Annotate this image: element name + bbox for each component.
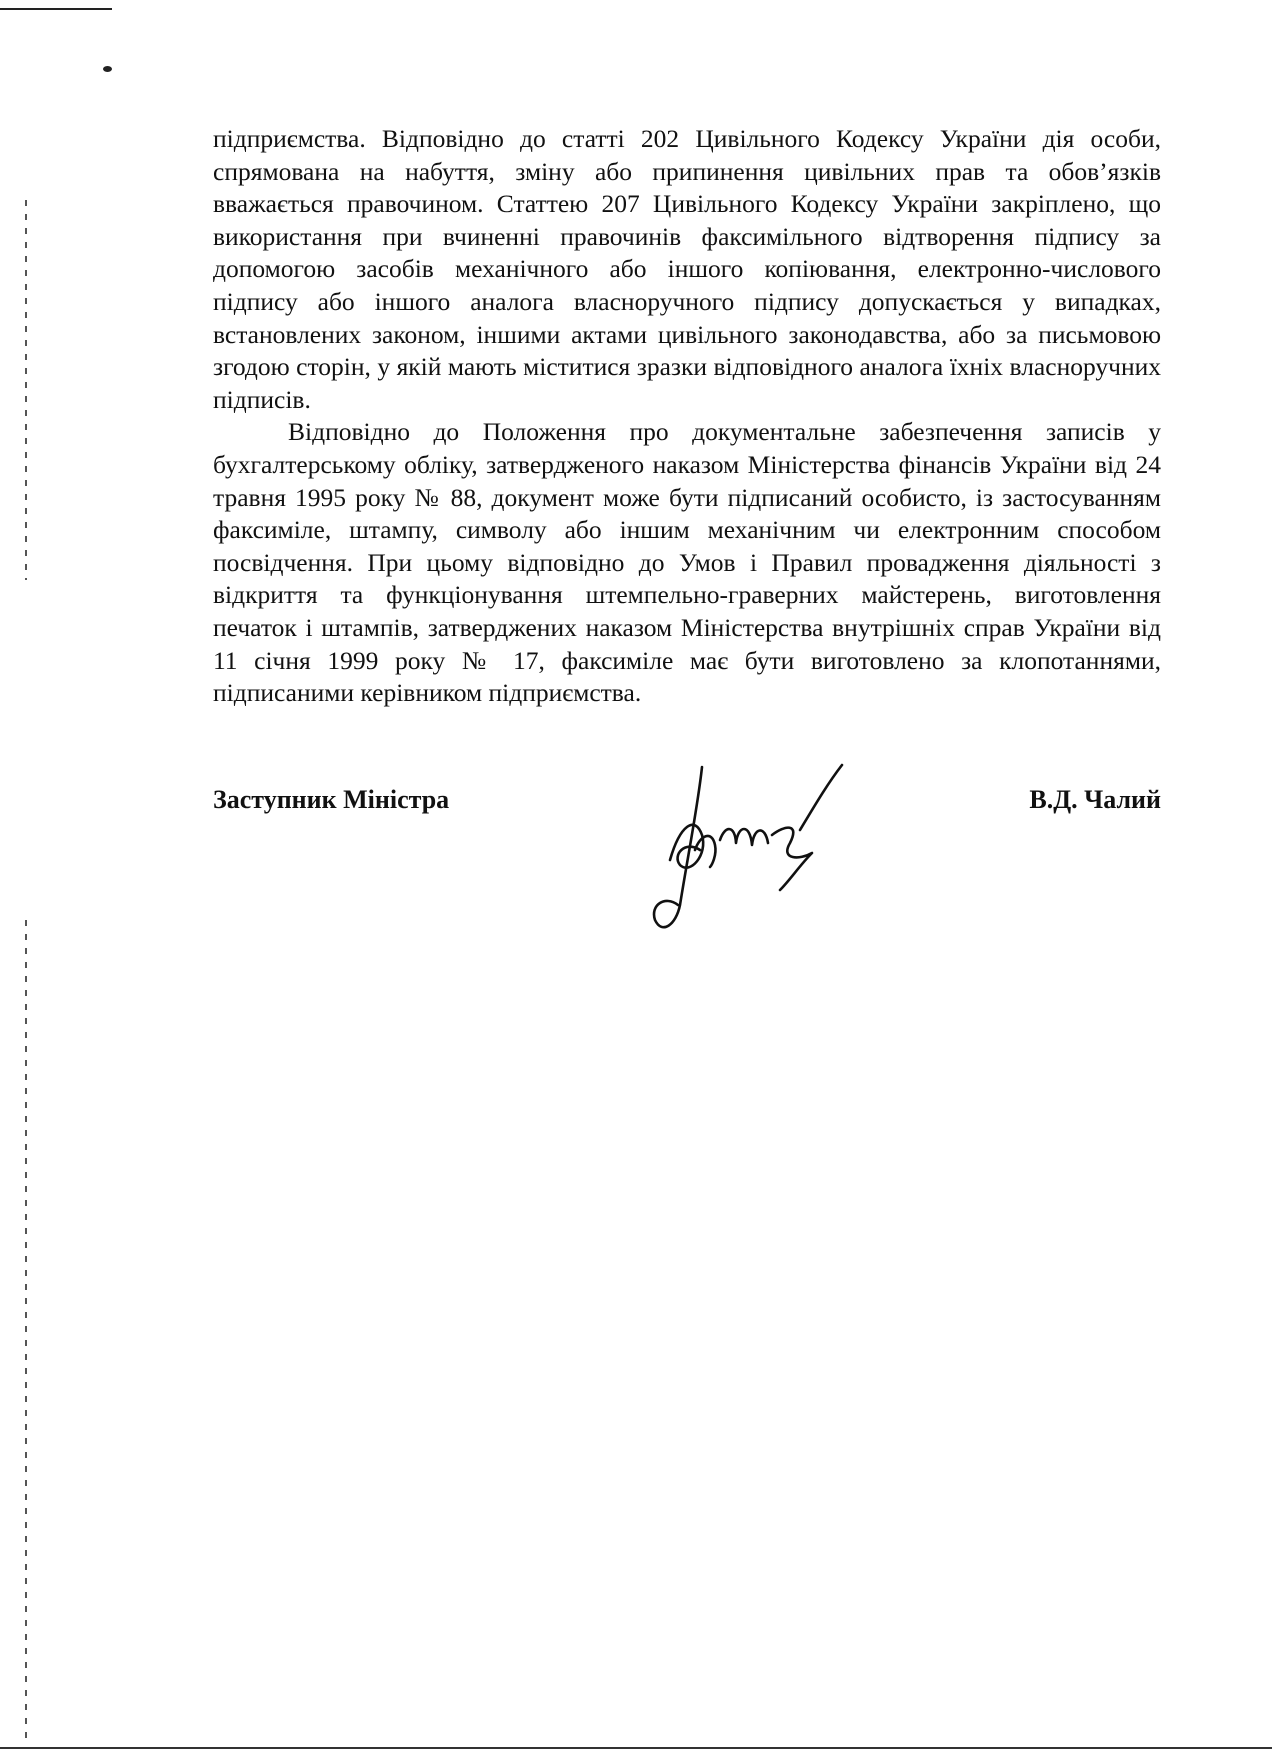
paragraph-continuation: підприємства. Відповідно до статті 202 Цивільного Кодексу України дія особи, спрямована на набуття, зміну або припинення цивільних прав та обов’язків вважається правочином. Статтею 207 Цивільного Кодексу України закріплено, що використання при вчиненні правочинів факсимільного відтворення підпису за допомогою засобів механічного або іншого копіювання, електронно-числового підпису або іншого аналога власноручного підпису допускається у випадках, встановлених законом, іншими актами цивільного законодавства, або за письмовою згодою сторін, у якій мають міститися зразки відповідного аналога їхніх власноручних підписів. <box>213 124 1161 414</box>
scan-edge-marks <box>25 200 27 580</box>
scan-edge-line-bottom <box>0 1747 1272 1749</box>
scan-speck <box>103 66 112 72</box>
paragraph-regulation: Відповідно до Положення про документальне забезпечення записів у бухгалтерському обліку, затвердженого наказом Міністерства фінансів України від 24 травня 1995 року № 88, документ може бути підписаний особисто, із застосуванням факсиміле, штампу, символу або іншим механічним чи електронним способом посвідчення. При цьому відповідно до Умов і Правил провадження діяльності з відкриття та функціонування штемпельно-граверних майстерень, виготовлення печаток і штампів, затверджених наказом Міністерства внутрішніх справ України від 11 січня 1999 року № 17, факсиміле має бути виготовлено за клопотаннями, підписаними керівником підприємства. <box>213 417 1161 708</box>
scan-edge-line-top <box>0 8 112 10</box>
handwritten-signature-icon <box>640 755 880 940</box>
scan-edge-marks-lower <box>25 920 27 1740</box>
signer-title: Заступник Міністра <box>213 785 450 814</box>
signer-name: В.Д. Чалий <box>1029 785 1161 814</box>
letter-body <box>213 123 1161 710</box>
